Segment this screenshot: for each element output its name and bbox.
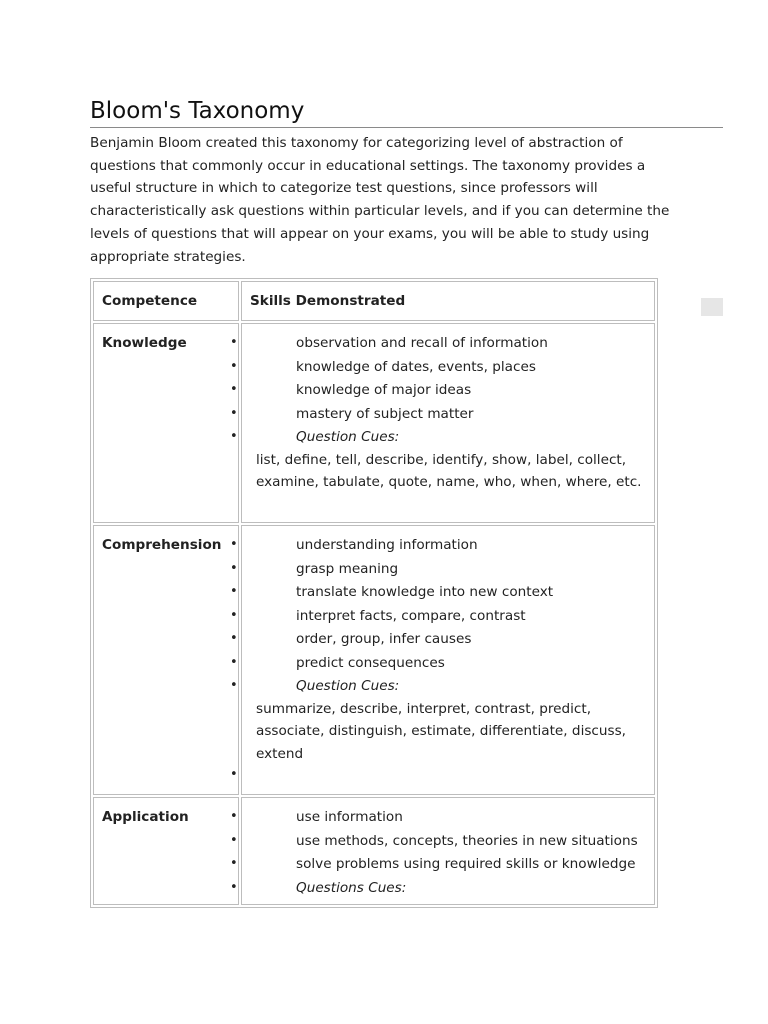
skills-cell [241,323,655,523]
table-row [93,525,655,795]
skill-item: • observation and recall of information [242,333,654,357]
header-skills: Skills Demonstrated [250,293,406,309]
header-cell [93,281,239,321]
table-row [93,797,655,905]
skill-item: • solve problems using required skills or knowledge [242,854,654,878]
skill-item: • mastery of subject matter [242,404,654,428]
skill-item: • knowledge of major ideas [242,380,654,404]
competence-cell [93,323,239,523]
empty-bullet [242,765,654,785]
competence-label: Comprehension [102,537,222,553]
question-cues-label: • Questions Cues: [242,878,654,902]
question-cues-label: • Question Cues: [242,676,654,700]
skill-item: • interpret facts, compare, contrast [242,606,654,630]
side-marker [701,298,723,316]
skill-item: • understanding information [242,535,654,559]
skill-item: • predict consequences [242,653,654,677]
header-cell [241,281,655,321]
skill-item: • knowledge of dates, events, places [242,357,654,381]
taxonomy-table [90,278,658,908]
table-header-row [93,281,655,321]
table-row [93,323,655,523]
question-cues-text: list, define, tell, describe, identify, show, label, collect, examine, tabulate, quote, name, who, when, where, etc. [256,451,642,490]
skill-list [242,324,654,451]
skill-item: • translate knowledge into new context [242,582,654,606]
skill-list [242,526,654,700]
competence-label: Application [102,809,189,825]
intro-paragraph: Benjamin Bloom created this taxonomy for categorizing level of abstraction of questions that commonly occur in educational settings. The taxonomy provides a useful structure in which to categorize test questions, since professors will characteristically ask questions within particular levels, and if you can determine the levels of questions that will appear on your exams, you will be able to study using appropriate strategies. [90,135,670,265]
competence-label: Knowledge [102,335,187,351]
skills-cell [241,797,655,905]
skill-list [242,798,654,901]
competence-cell [93,797,239,905]
competence-cell [93,525,239,795]
skill-item: • use methods, concepts, theories in new situations [242,831,654,855]
skills-cell [241,525,655,795]
question-cues-text: summarize, describe, interpret, contrast, predict, associate, distinguish, estimate, differentiate, discuss, extend [256,700,626,762]
question-cues-label: • Question Cues: [242,427,654,451]
header-competence: Competence [102,293,198,309]
skill-item: • use information [242,807,654,831]
page-title: Bloom's Taxonomy [90,96,723,128]
skill-item: • order, group, infer causes [242,629,654,653]
skill-item: • grasp meaning [242,559,654,583]
